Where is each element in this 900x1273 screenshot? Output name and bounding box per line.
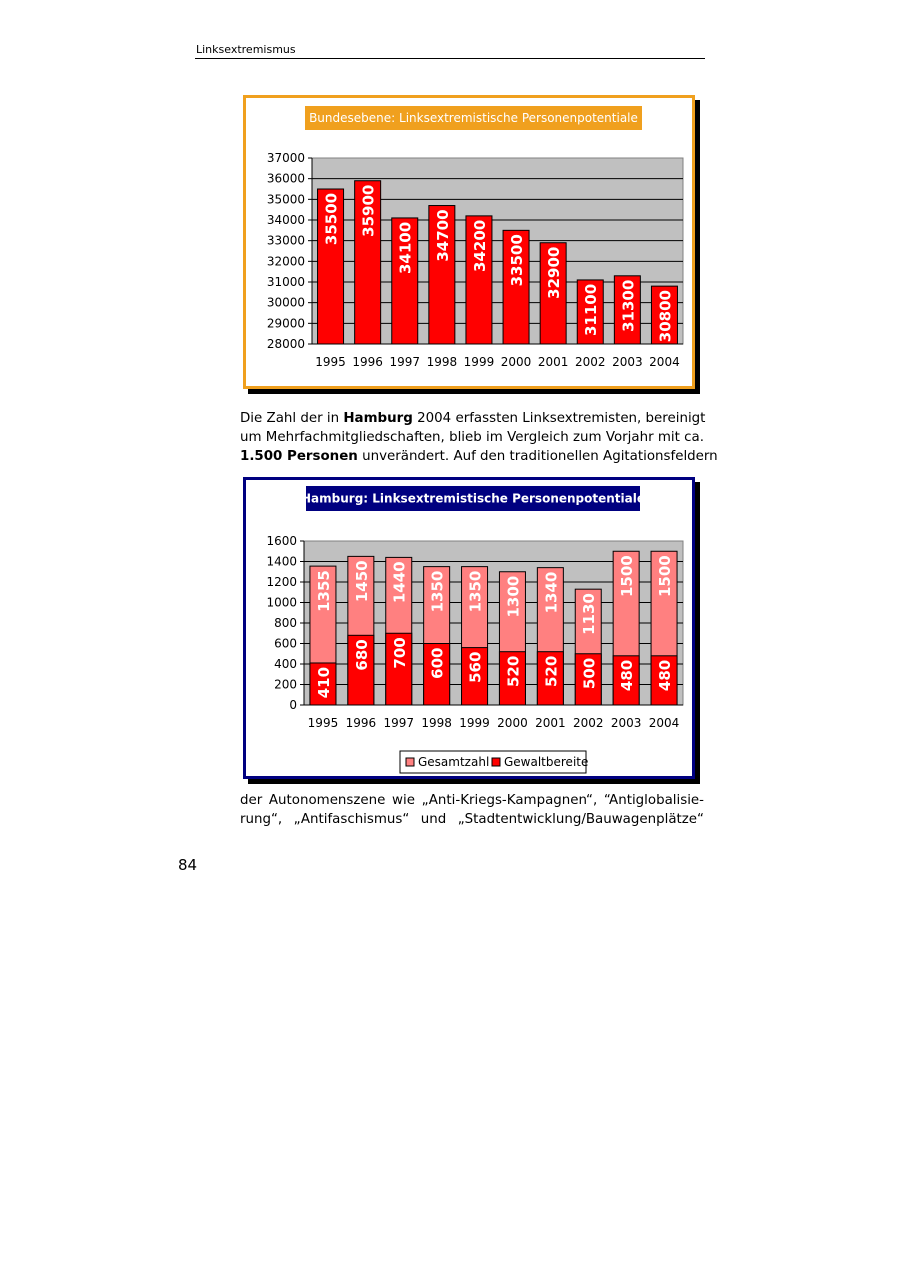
x-tick-label: 2001: [535, 716, 566, 730]
y-tick-label: 1600: [266, 534, 297, 548]
federal-chart: [246, 98, 692, 386]
data-label: 600: [428, 647, 447, 679]
data-label: 1355: [314, 570, 333, 612]
x-tick-label: 1998: [426, 355, 458, 369]
data-label: 1500: [656, 555, 675, 597]
data-label: 35500: [322, 192, 341, 246]
header-rule: [195, 58, 705, 59]
y-tick-label: 35000: [266, 192, 305, 207]
x-tick-label: 1996: [352, 355, 383, 369]
data-label: 1350: [466, 570, 485, 613]
x-tick-label: 2003: [610, 716, 642, 730]
paragraph-2: [240, 791, 704, 829]
x-tick-label: 1999: [463, 355, 495, 369]
x-tick-label: 2002: [574, 355, 606, 369]
data-label: 30800: [656, 290, 675, 343]
data-label: 32900: [545, 246, 564, 299]
data-label: 34200: [470, 219, 489, 272]
text-span: 2004 erfassten Linksextremisten, bereinigt: [412, 411, 706, 426]
x-tick-label: 2000: [497, 716, 528, 730]
y-tick-label: 37000: [266, 151, 305, 165]
data-label: 35900: [359, 184, 378, 237]
data-label: 1500: [618, 555, 637, 597]
data-label: 34100: [396, 221, 415, 275]
y-tick-label: 28000: [266, 337, 305, 351]
paragraph-1-line-1: [240, 409, 704, 428]
federal-chart-box: [243, 95, 695, 389]
data-label: 560: [466, 651, 485, 683]
x-tick-label: 1998: [421, 716, 452, 730]
x-tick-label: 1997: [383, 716, 415, 730]
y-tick-label: 32000: [266, 254, 305, 269]
legend-label-gewaltbereite: Gewaltbereite: [504, 755, 589, 769]
y-tick-label: 29000: [266, 316, 305, 331]
y-tick-label: 36000: [266, 171, 305, 186]
y-tick-label: 1200: [266, 575, 297, 589]
x-tick-label: 1999: [459, 716, 490, 730]
data-label: 31300: [619, 279, 638, 332]
data-label: 480: [656, 659, 675, 692]
y-tick-label: 33000: [266, 233, 305, 248]
legend-swatch-gesamtzahl: [406, 758, 414, 766]
text-span: unverändert. Auf den traditionellen Agitationsfeldern: [357, 449, 718, 464]
running-head-title: Linksextremismus: [196, 43, 296, 56]
data-label: 700: [390, 637, 409, 669]
paragraph-2-line-2: rung“, „Antifaschismus“ und „Stadtentwicklung/Bauwagenplätze“: [240, 812, 704, 827]
chart-title: Bundesebene: Linksextremistische Personenpotentiale: [309, 111, 638, 125]
x-tick-label: 2000: [500, 355, 532, 369]
x-tick-label: 2003: [612, 355, 643, 369]
paragraph-2-line-1: der Autonomenszene wie „Anti-Kriegs-Kampagnen“, “Antiglobalisie-: [240, 793, 704, 808]
y-tick-label: 600: [274, 636, 297, 651]
data-label: 31100: [582, 283, 601, 337]
hamburg-chart: [246, 480, 692, 776]
data-label: 410: [314, 666, 333, 699]
paragraph-1: [240, 409, 718, 466]
data-label: 1130: [580, 593, 599, 635]
legend-swatch-gewaltbereite: [492, 758, 500, 766]
text-span: Die Zahl der in: [240, 411, 344, 426]
x-tick-label: 2002: [572, 716, 604, 730]
data-label: 1350: [428, 570, 447, 613]
chart-title: Hamburg: Linksextremistische Personenpotentiale: [301, 491, 645, 506]
x-tick-label: 2004: [649, 355, 680, 369]
x-tick-label: 1997: [389, 355, 421, 369]
x-tick-label: 1996: [345, 716, 377, 730]
data-label: 680: [352, 639, 371, 671]
y-tick-label: 800: [274, 616, 297, 630]
y-tick-label: 31000: [266, 275, 305, 289]
page-number: 84: [178, 856, 198, 874]
data-label: 34700: [433, 209, 452, 262]
legend-label-gesamtzahl: Gesamtzahl: [418, 755, 490, 769]
y-tick-label: 34000: [266, 213, 305, 227]
paragraph-1-line-3: [240, 447, 718, 466]
bold-hamburg: Hamburg: [343, 411, 413, 426]
y-tick-label: 1000: [266, 595, 297, 610]
hamburg-chart-box: [243, 477, 695, 779]
data-label: 520: [504, 655, 523, 688]
x-tick-label: 2004: [648, 716, 680, 730]
y-tick-label: 1400: [266, 554, 297, 569]
y-tick-label: 30000: [266, 295, 305, 310]
data-label: 480: [618, 659, 637, 692]
y-tick-label: 0: [289, 698, 297, 712]
data-label: 500: [580, 657, 599, 690]
data-label: 33500: [508, 234, 527, 287]
data-label: 520: [542, 655, 561, 688]
bold-personen: 1.500 Personen: [240, 449, 358, 464]
x-tick-label: 1995: [315, 355, 346, 369]
data-label: 1300: [504, 575, 523, 618]
y-tick-label: 200: [274, 677, 297, 692]
data-label: 1450: [352, 560, 371, 603]
x-tick-label: 1995: [307, 716, 339, 730]
y-tick-label: 400: [274, 657, 297, 671]
paragraph-1-line-2: um Mehrfachmitgliedschaften, blieb im Vergleich zum Vorjahr mit ca.: [240, 430, 704, 445]
data-label: 1340: [542, 571, 561, 614]
data-label: 1440: [390, 561, 409, 604]
x-tick-label: 2001: [537, 355, 569, 369]
